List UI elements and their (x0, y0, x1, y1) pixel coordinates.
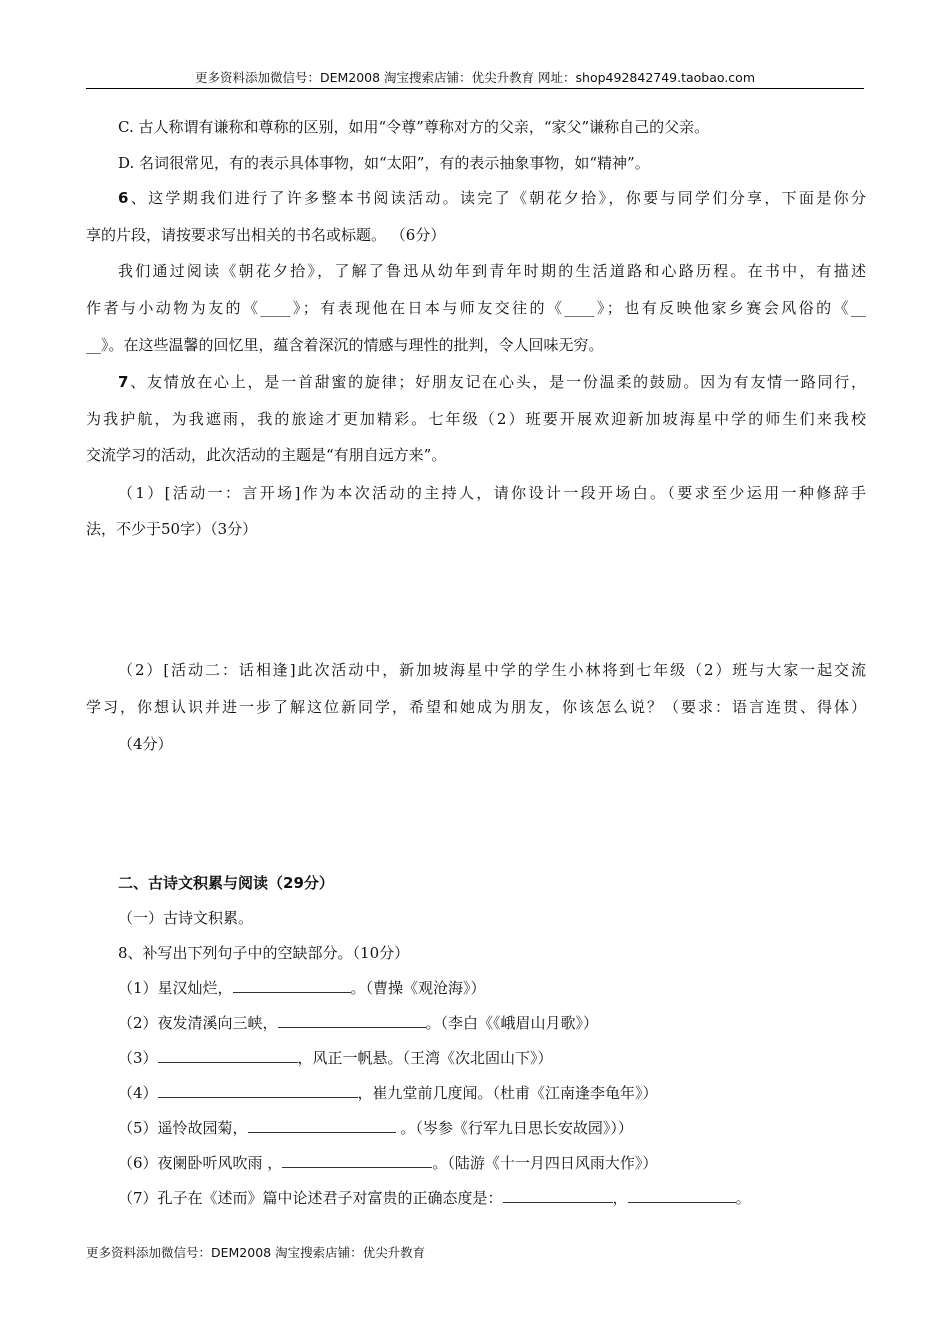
q8-item-1: （1）星汉灿烂， 。（曹操《观沧海》） (118, 979, 486, 997)
q7-sub1-line1: （1）[活动一：言开场]作为本次活动的主持人，请你设计一段开场白。（要求至少运用一种修辞手 (118, 484, 866, 502)
q8-item-5: （5）遥怜故园菊， 。（岑参《行军九日思长安故园》）） (118, 1119, 633, 1137)
answer-blank[interactable] (233, 977, 351, 993)
answer-blank[interactable] (628, 1187, 736, 1203)
answer-blank[interactable] (278, 1012, 426, 1028)
q8-item-3: （3） ，风正一帆悬。（王湾《次北固山下》） (118, 1049, 553, 1067)
q6-line1 (118, 187, 866, 209)
q7-line1 (118, 371, 866, 393)
q7-sub1-line2: 法，不少于50字）（3分） (86, 520, 258, 538)
q7-sub2-line2: 学习，你想认识并进一步了解这位新同学，希望和她成为朋友，你该怎么说？（要求：语言连贯、得体） (86, 698, 866, 716)
answer-blank[interactable] (248, 1117, 396, 1133)
q7-number: 7 (118, 373, 129, 391)
answer-blank[interactable] (158, 1082, 358, 1098)
q6-text: 、这学期我们进行了许多整本书阅读活动。读完了《朝花夕拾》，你要与同学们分享，下面是你分 (128, 189, 866, 207)
q6-para1: 我们通过阅读《朝花夕拾》，了解了鲁迅从幼年到青年时期的生活道路和心路历程。在书中，有描述 (118, 262, 866, 280)
q8-item-7: （7）孔子在《述而》篇中论述君子对富贵的正确态度是： ， 。 (118, 1189, 751, 1207)
answer-blank[interactable] (503, 1187, 613, 1203)
q7-sub2-line1: （2）[活动二：话相逢]此次活动中，新加坡海星中学的学生小林将到七年级（2）班与大家一起交流 (118, 661, 866, 679)
q6-para3: __》。在这些温馨的回忆里，蕴含着深沉的情感与理性的批判，令人回味无穷。 (86, 336, 604, 354)
q8-item-4: （4） ，崔九堂前几度闻。（杜甫《江南逢李龟年》） (118, 1084, 658, 1102)
answer-blank[interactable] (158, 1047, 298, 1063)
q7-sub2-line3: （4分） (118, 735, 173, 753)
q8-item-2: （2）夜发清溪向三峡， 。（李白《《峨眉山月歌》） (118, 1014, 599, 1032)
q6-number: 6 (118, 189, 129, 207)
option-c: C. 古人称谓有谦称和尊称的区别，如用“令尊”尊称对方的父亲，“家父”谦称自己的父亲。 (118, 118, 710, 136)
page-footer: 更多资料添加微信号：DEM2008 淘宝搜索店铺：优尖升教育 (86, 1245, 426, 1260)
page-header: 更多资料添加微信号：DEM2008 淘宝搜索店铺：优尖升教育 网址：shop492842749.taobao.com (194, 70, 756, 85)
q8-item-6: （6）夜阑卧听风吹雨 ， 。（陆游《十一月四日风雨大作》） (118, 1154, 658, 1172)
q6-para2: 作者与小动物为友的《____》；有表现他在日本与师友交往的《____》；也有反映他家乡赛会风俗的《__ (86, 299, 866, 317)
q6-line2: 享的片段，请按要求写出相关的书名或标题。 （6分） (86, 226, 446, 244)
q7-line3: 交流学习的活动，此次活动的主题是“有朋自远方来”。 (86, 446, 447, 464)
header-divider (86, 88, 864, 89)
q8-title: 8、补写出下列句子中的空缺部分。（10分） (118, 944, 410, 962)
section2-subtitle: （一）古诗文积累。 (118, 909, 254, 927)
option-d: D. 名词很常见，有的表示具体事物，如“太阳”，有的表示抽象事物，如“精神”。 (118, 154, 650, 172)
q7-text: 、友情放在心上，是一首甜蜜的旋律；好朋友记在心头，是一份温柔的鼓励。因为有友情一路同行， (128, 373, 866, 391)
answer-blank[interactable] (282, 1152, 432, 1168)
q7-line2: 为我护航，为我遮雨，我的旅途才更加精彩。七年级（2）班要开展欢迎新加坡海星中学的师生们来我校 (86, 410, 866, 428)
section2-title: 二、古诗文积累与阅读（29分） (118, 874, 334, 892)
